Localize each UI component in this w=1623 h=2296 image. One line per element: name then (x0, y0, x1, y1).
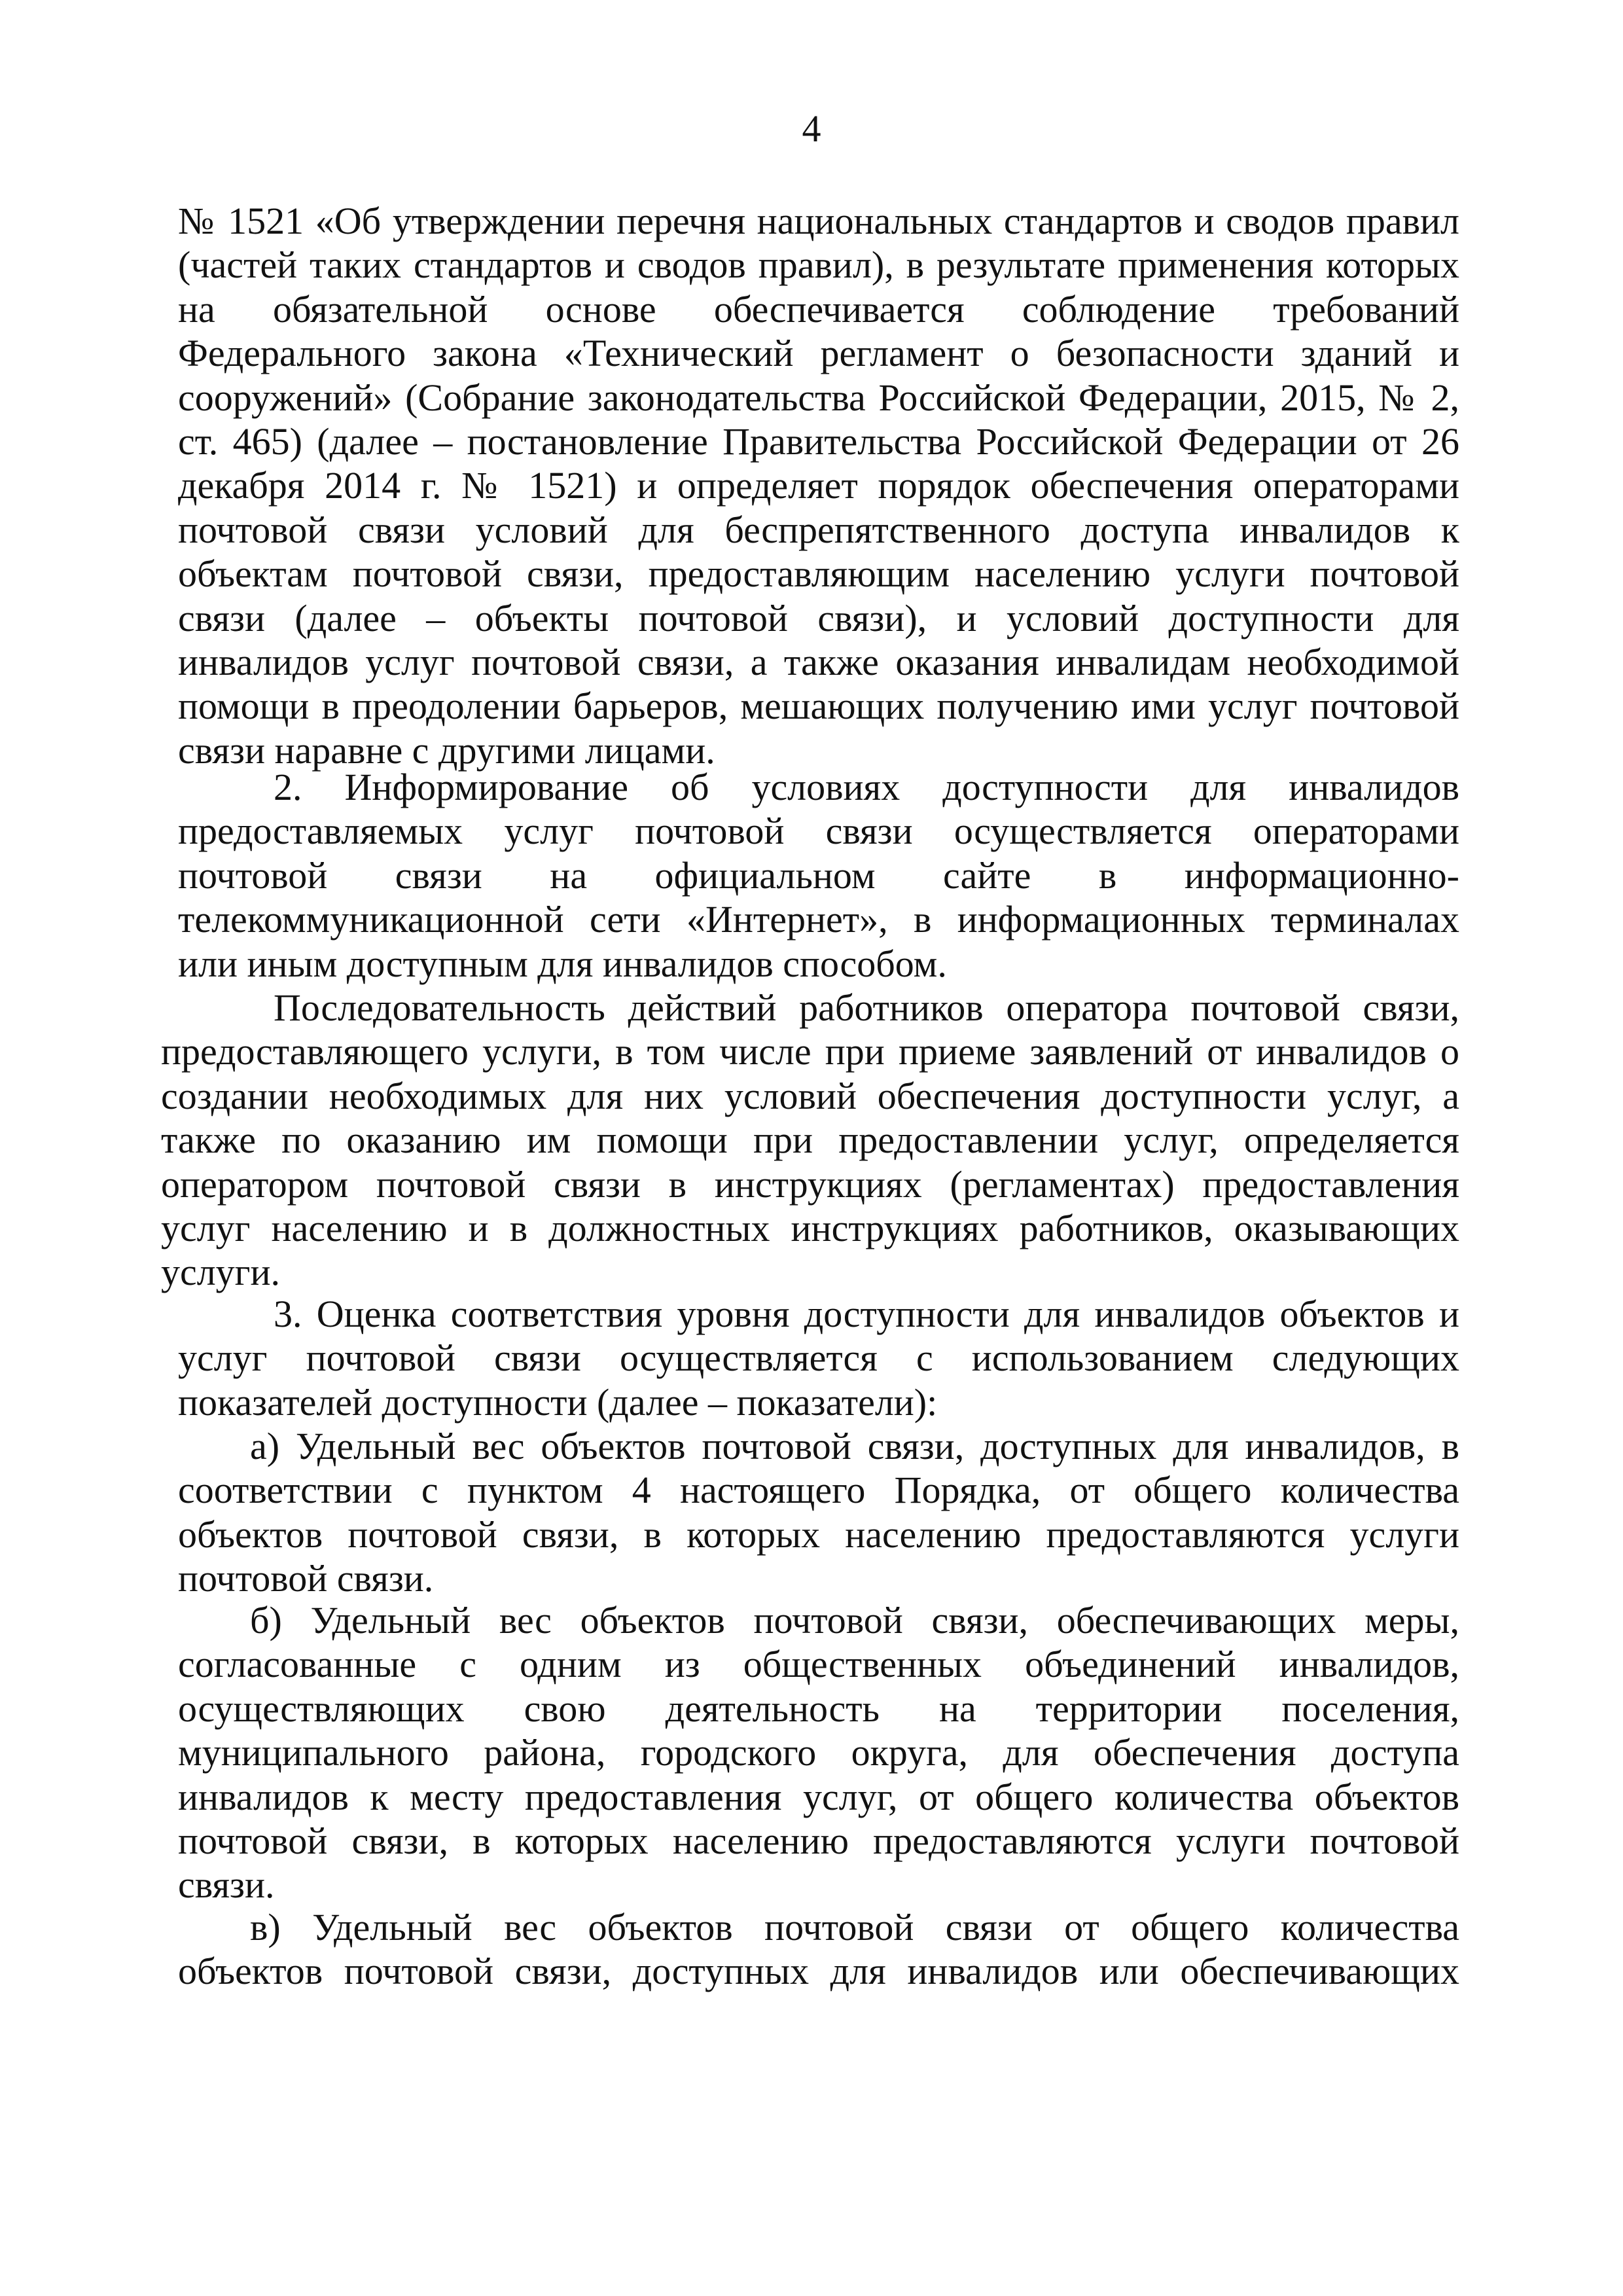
paragraph-5-line-3: объектов почтовой связи, в которых населению предоставляются услуги (178, 1513, 1459, 1556)
paragraph-1-line-5: сооружений» (Собрание законодательства Российской Федерации, 2015, № 2, (178, 376, 1459, 419)
paragraph-6-line-1: б) Удельный вес объектов почтовой связи, обеспечивающих меры, (250, 1599, 1459, 1641)
paragraph-4-line-1: 3. Оценка соответствия уровня доступности для инвалидов объектов и (274, 1293, 1459, 1335)
paragraph-2-line-2: предоставляемых услуг почтовой связи осуществляется операторами (178, 810, 1459, 852)
paragraph-1-line-4: Федерального закона «Технический регламент о безопасности зданий и (178, 332, 1459, 374)
paragraph-4-line-3: показателей доступности (далее – показатели): (178, 1381, 938, 1424)
paragraph-1-line-10: связи (далее – объекты почтовой связи), и условий доступности для (178, 597, 1459, 639)
paragraph-1-line-2: (частей таких стандартов и сводов правил), в результате применения которых (178, 243, 1459, 286)
paragraph-4-line-2: услуг почтовой связи осуществляется с использованием следующих (178, 1336, 1459, 1379)
paragraph-3-line-5: оператором почтовой связи в инструкциях (регламентах) предоставления (161, 1163, 1459, 1206)
paragraph-1-line-1: № 1521 «Об утверждении перечня национальных стандартов и сводов правил (178, 200, 1459, 242)
paragraph-1-line-6: ст. 465) (далее – постановление Правительства Российской Федерации от 26 (178, 420, 1459, 463)
paragraph-6-line-2: согласованные с одним из общественных объединений инвалидов, (178, 1643, 1459, 1685)
paragraph-1-line-7: декабря 2014 г. № 1521) и определяет порядок обеспечения операторами (178, 464, 1459, 507)
paragraph-3-line-6: услуг населению и в должностных инструкциях работников, оказывающих (161, 1207, 1459, 1249)
paragraph-2-line-5: или иным доступным для инвалидов способом. (178, 942, 947, 985)
paragraph-5-line-2: соответствии с пунктом 4 настоящего Порядка, от общего количества (178, 1469, 1459, 1511)
paragraph-6-line-7: связи. (178, 1863, 275, 1906)
paragraph-3-line-1: Последовательность действий работников оператора почтовой связи, (274, 986, 1459, 1029)
paragraph-1-line-3: на обязательной основе обеспечивается соблюдение требований (178, 288, 1459, 331)
paragraph-6-line-6: почтовой связи, в которых населению предоставляются услуги почтовой (178, 1820, 1459, 1862)
paragraph-3-line-4: также по оказанию им помощи при предоставлении услуг, определяется (161, 1119, 1459, 1161)
paragraph-1-line-9: объектам почтовой связи, предоставляющим населению услуги почтовой (178, 552, 1459, 595)
paragraph-2-line-3: почтовой связи на официальном сайте в информационно- (178, 854, 1459, 897)
paragraph-7-line-1: в) Удельный вес объектов почтовой связи от общего количества (250, 1906, 1459, 1948)
paragraph-1-line-13: связи наравне с другими лицами. (178, 729, 715, 772)
paragraph-5-line-1: а) Удельный вес объектов почтовой связи, доступных для инвалидов, в (250, 1425, 1459, 1467)
paragraph-1-line-12: помощи в преодолении барьеров, мешающих получению ими услуг почтовой (178, 685, 1459, 727)
paragraph-1-line-11: инвалидов услуг почтовой связи, а также оказания инвалидам необходимой (178, 641, 1459, 683)
paragraph-6-line-3: осуществляющих свою деятельность на территории поселения, (178, 1687, 1459, 1730)
paragraph-2-line-1: 2. Информирование об условиях доступности для инвалидов (274, 766, 1459, 808)
paragraph-7-line-2: объектов почтовой связи, доступных для инвалидов или обеспечивающих (178, 1950, 1459, 1992)
paragraph-3-line-7: услуги. (161, 1251, 281, 1293)
paragraph-1-line-8: почтовой связи условий для беспрепятственного доступа инвалидов к (178, 509, 1459, 551)
paragraph-6-line-5: инвалидов к месту предоставления услуг, от общего количества объектов (178, 1776, 1459, 1818)
paragraph-3-line-3: создании необходимых для них условий обеспечения доступности услуг, а (161, 1075, 1459, 1117)
paragraph-6-line-4: муниципального района, городского округа, для обеспечения доступа (178, 1731, 1459, 1774)
paragraph-3-line-2: предоставляющего услуги, в том числе при приеме заявлений от инвалидов о (161, 1030, 1459, 1073)
page-number: 4 (802, 107, 821, 150)
paragraph-5-line-4: почтовой связи. (178, 1557, 434, 1600)
paragraph-2-line-4: телекоммуникационной сети «Интернет», в информационных терминалах (178, 898, 1459, 941)
